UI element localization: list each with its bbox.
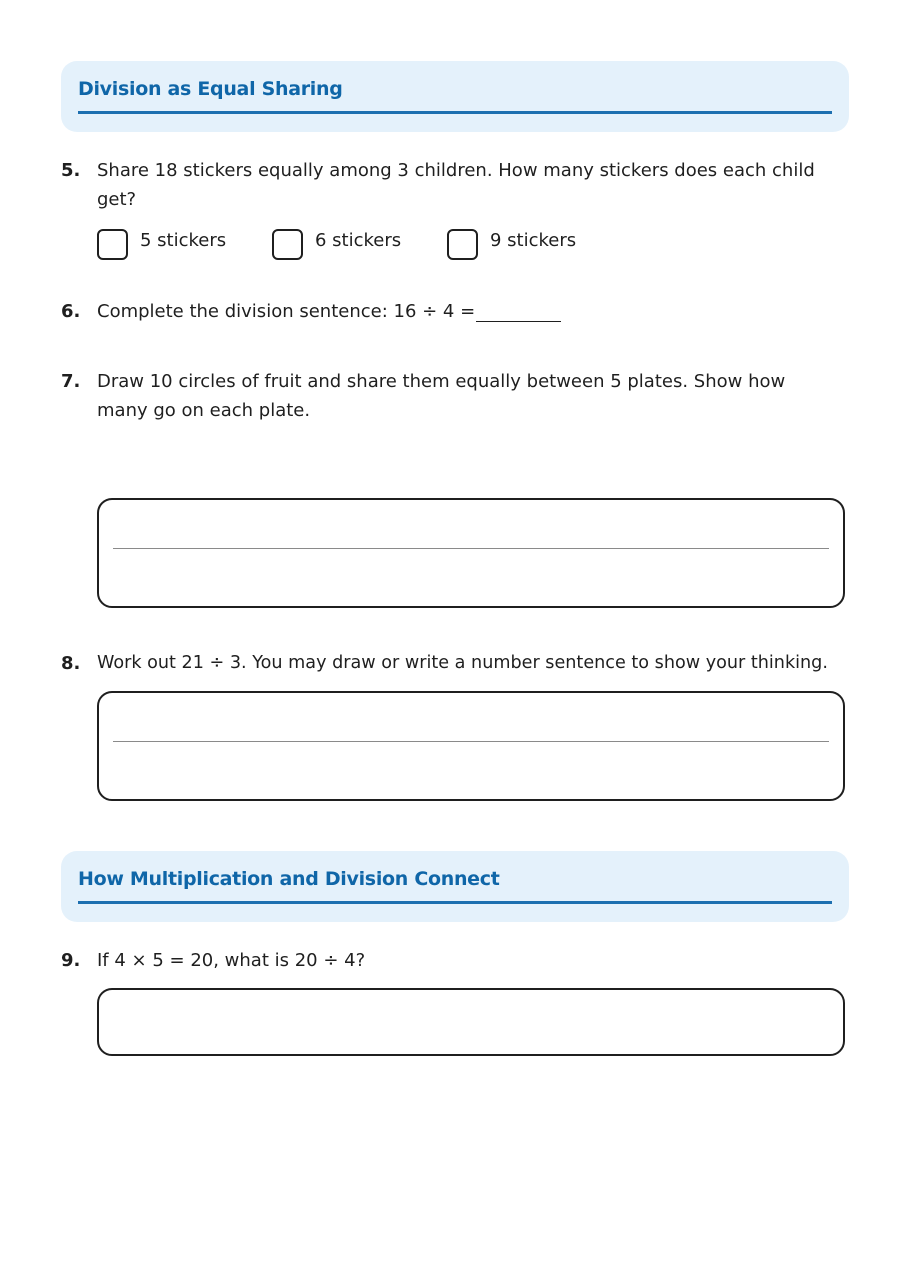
question-number: 9. — [61, 950, 81, 971]
question-text: Work out 21 ÷ 3. You may draw or write a number sentence to show your thinking. — [97, 653, 828, 673]
option-checkbox[interactable] — [97, 229, 128, 260]
question-text: If 4 × 5 = 20, what is 20 ÷ 4? — [97, 950, 366, 971]
option-checkbox[interactable] — [272, 229, 303, 260]
answer-box-q8[interactable] — [97, 691, 845, 801]
section-header-multiplication-division — [61, 851, 849, 922]
question-text: Draw 10 circles of fruit and share them equally between 5 plates. Show how many go on each plate. — [97, 371, 786, 421]
answer-box-q7[interactable] — [97, 498, 845, 608]
question-text: Share 18 stickers equally among 3 children. How many stickers does each child get? — [97, 160, 815, 210]
writing-line — [113, 548, 829, 549]
question-number: 6. — [61, 301, 81, 322]
question-number: 8. — [61, 653, 81, 674]
option-label: 5 stickers — [140, 230, 227, 251]
section-title: Division as Equal Sharing — [78, 78, 343, 100]
option-label: 6 stickers — [315, 230, 402, 251]
option-checkbox[interactable] — [447, 229, 478, 260]
section-title-underline — [78, 111, 832, 114]
answer-box-q9[interactable] — [97, 988, 845, 1056]
section-title: How Multiplication and Division Connect — [78, 868, 500, 890]
fill-in-blank[interactable] — [476, 321, 561, 322]
option-label: 9 stickers — [490, 230, 577, 251]
section-title-underline — [78, 901, 832, 904]
question-number: 7. — [61, 371, 81, 392]
section-header-equal-sharing — [61, 61, 849, 132]
question-text: Complete the division sentence: 16 ÷ 4 = — [97, 301, 476, 322]
question-number: 5. — [61, 160, 81, 181]
writing-line — [113, 741, 829, 742]
